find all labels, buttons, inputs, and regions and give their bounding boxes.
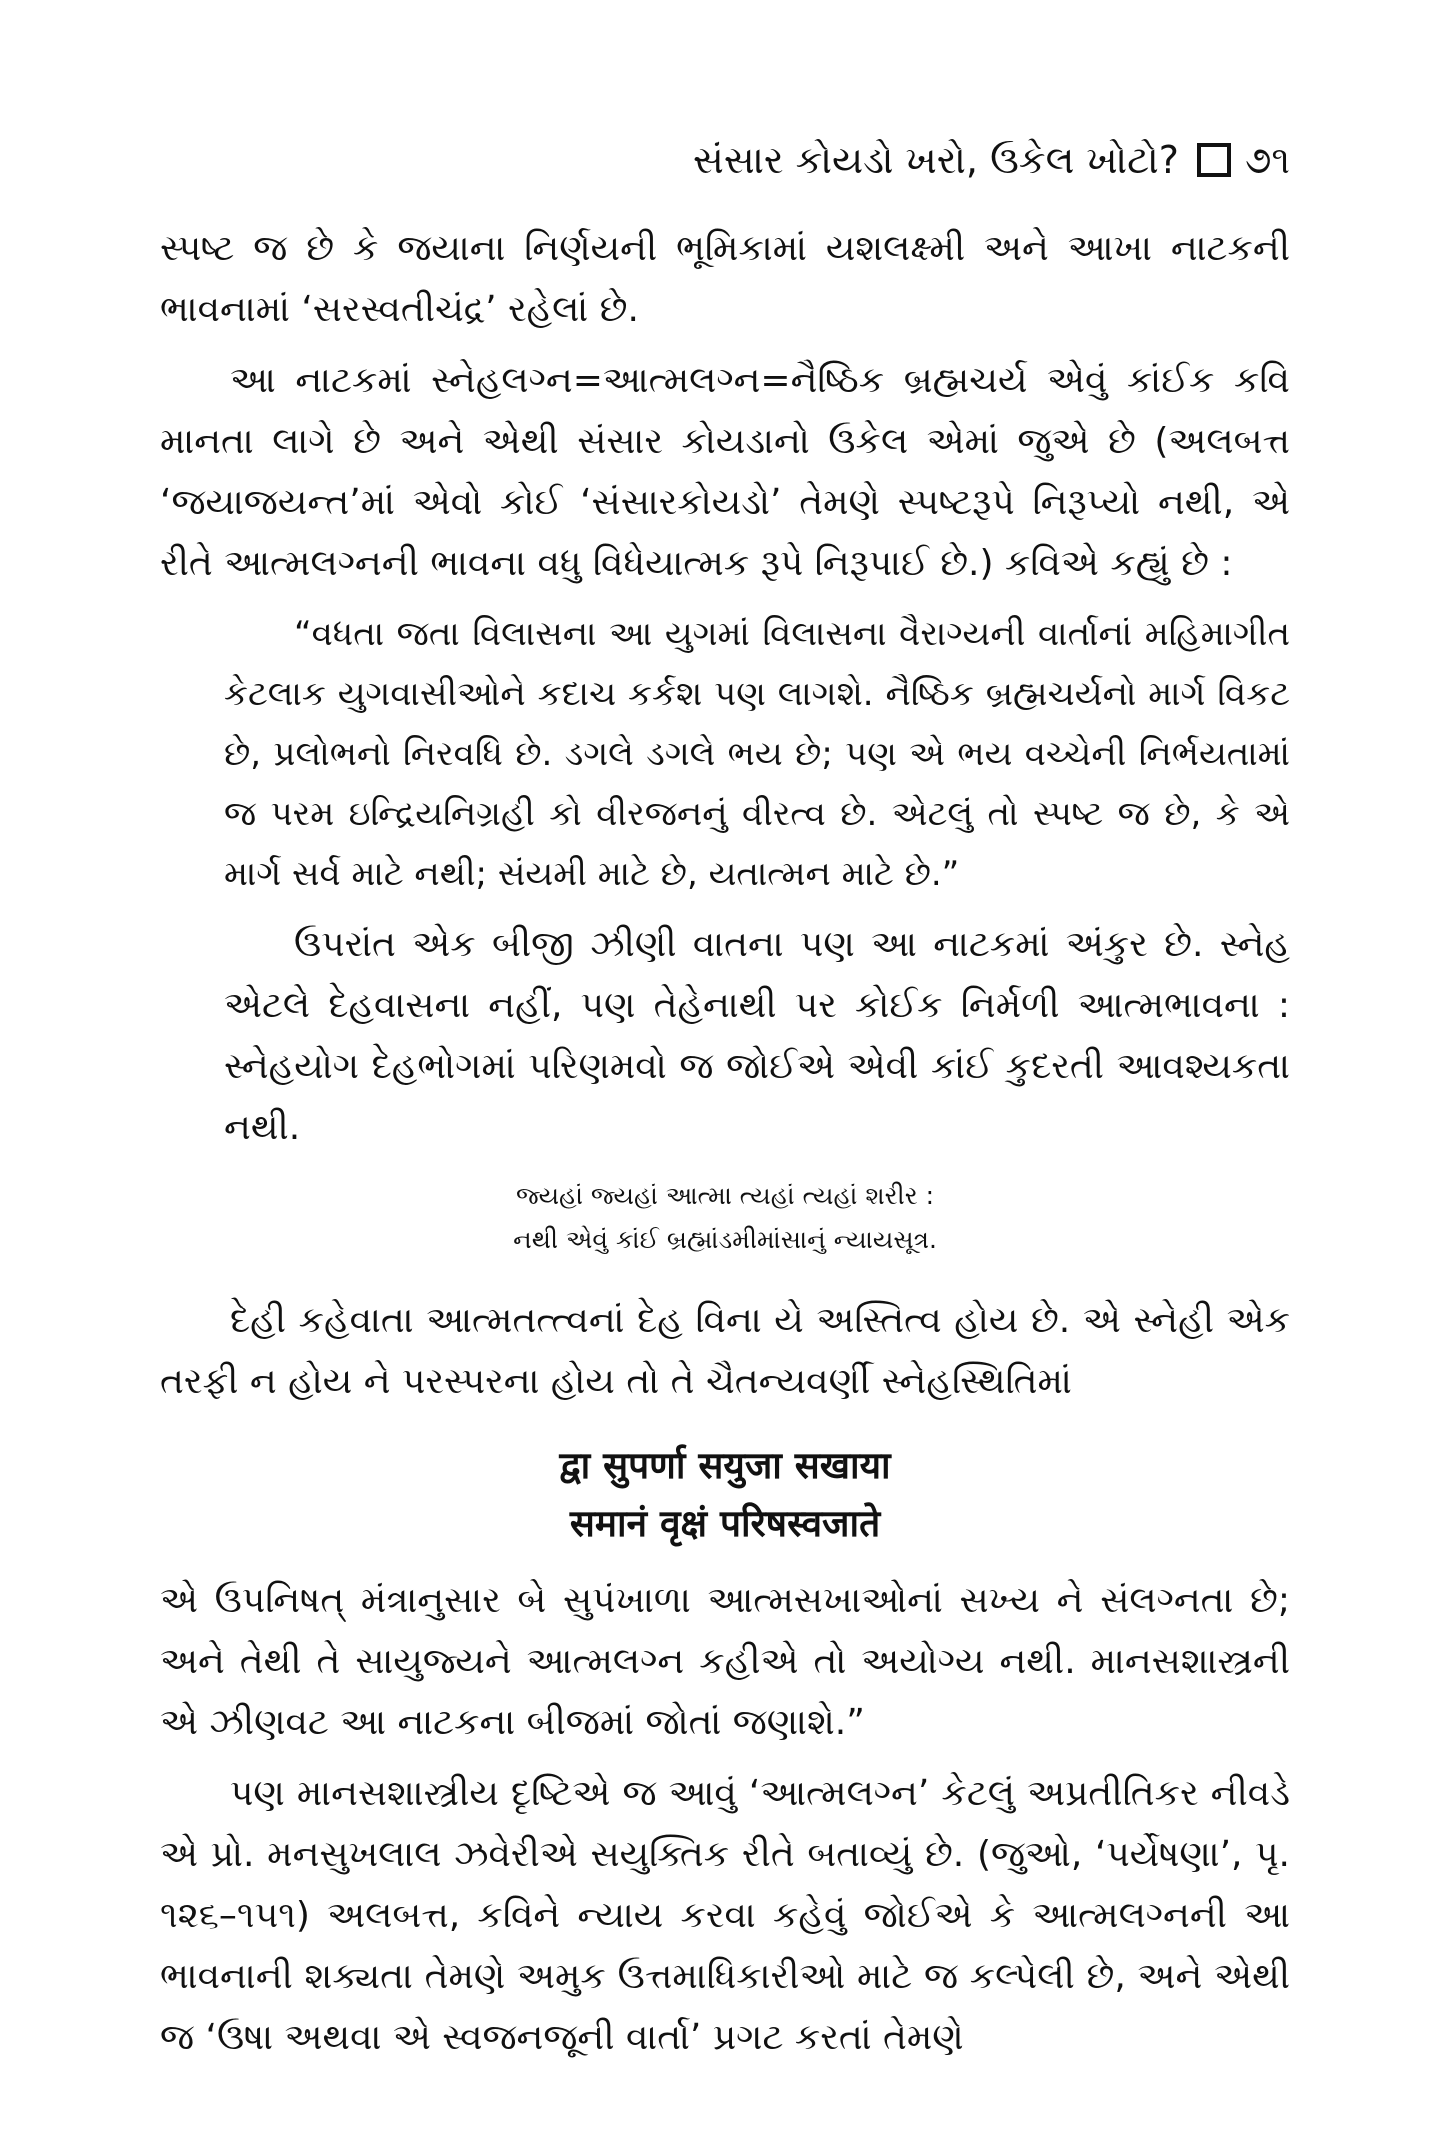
page-number: ૭૧ <box>1244 138 1290 182</box>
paragraph-6: પણ માનસશાસ્ત્રીય દૃષ્ટિએ જ આવું ‘આત્મલગ્ન’ કેટલું અપ્રતીતિકર નીવડે એ પ્રો. મનસુખલાલ ઝવેરીએ સયુક્તિક રીતે બતાવ્યું છે. (જુઓ, ‘પર્યેષણા’, પૃ. ૧૨૬–૧૫૧) અલબત્ત, કવિને ન્યાય કરવા કહેવું જોઈએ કે આત્મલગ્નની આ ભાવનાની શક્યતા તેમણે અમુક ઉત્તમાધિકારીઓ માટે જ કલ્પેલી છે, અને એથી જ ‘ઉષા અથવા એ સ્વજનજૂની વાર્તા’ પ્રગટ કરતાં તેમણે <box>160 1773 1290 2058</box>
paragraph-5: એ ઉપનિષત્ મંત્રાનુસાર બે સુપંખાળા આત્મસખાઓનાં સખ્ય ને સંલગ્નતા છે; અને તેથી તે સાયુજ્યને આત્મલગ્ન કહીએ તો અયોગ્ય નથી. માનસશાસ્ત્રની એ ઝીણવટ આ નાટકના બીજમાં જોતાં જણાશે.” <box>160 1580 1290 1743</box>
box-icon <box>1197 143 1231 177</box>
sanskrit-line-2: समानं वृक्षं परिषस्वजाते <box>569 1501 881 1545</box>
running-head <box>160 130 1290 190</box>
verse-line-2: નથી એવું કાંઈ બ્રહ્માંડમીમાંસાનું ન્યાયસૂત્ર. <box>513 1225 937 1254</box>
paragraph-3: ઉપરાંત એક બીજી ઝીણી વાતના પણ આ નાટકમાં અંકુર છે. સ્નેહ એટલે દેહવાસના નહીં, પણ તેહેનાથી પર કોઈક નિર્મળી આત્મભાવના : સ્નેહયોગ દેહભોગમાં પરિણમવો જ જોઈએ એવી કાંઈ કુદરતી આવશ્યકતા નથી. <box>224 924 1290 1148</box>
paragraph-2: આ નાટકમાં સ્નેહલગ્ન=આત્મલગ્ન=નૈષ્ઠિક બ્રહ્મચર્ય એવું કાંઈક કવિ માનતા લાગે છે અને એથી સંસાર કોયડાનો ઉકેલ એમાં જુએ છે (અલબત્ત ‘જયાજયન્ત’માં એવો કોઈ ‘સંસારકોયડો’ તેમણે સ્પષ્ટરૂપે નિરૂપ્યો નથી, એ રીતે આત્મલગ્નની ભાવના વધુ વિધેયાત્મક રૂપે નિરૂપાઈ છે.) કવિએ કહ્યું છે : <box>160 360 1290 584</box>
running-title: સંસાર કોયડો ખરો, ઉકેલ ખોટો? <box>693 138 1179 182</box>
paragraph-1: સ્પષ્ટ જ છે કે જયાના નિર્ણયની ભૂમિકામાં યશલક્ષ્મી અને આખા નાટકની ભાવનામાં ‘સરસ્વતીચંદ્ર’ રહેલાં છે. <box>160 228 1290 330</box>
sanskrit-verse <box>160 1436 1290 1552</box>
book-page <box>160 130 1290 2068</box>
paragraph-4: દેહી કહેવાતા આત્મતત્ત્વનાં દેહ વિના યે અસ્તિત્વ હોય છે. એ સ્નેહી એક તરફી ન હોય ને પરસ્પરના હોય તો તે ચૈતન્યવર્ણી સ્નેહસ્થિતિમાં <box>160 1300 1290 1402</box>
sanskrit-line-1: द्वा सुपर्णा सयुजा सखाया <box>559 1443 891 1487</box>
verse-line-1: જ્યહાં જ્યહાં આત્મા ત્યહાં ત્યહાં શરીર : <box>515 1181 934 1210</box>
verse-quote <box>160 1174 1290 1262</box>
block-quote: “વધતા જતા વિલાસના આ યુગમાં વિલાસના વૈરાગ્યની વાર્તાનાં મહિમાગીત કેટલાક યુગવાસીઓને કદાચ કર્કશ પણ લાગશે. નૈષ્ઠિક બ્રહ્મચર્યનો માર્ગ વિકટ છે, પ્રલોભનો નિરવધિ છે. ડગલે ડગલે ભય છે; પણ એ ભય વચ્ચેની નિર્ભયતામાં જ પરમ ઇન્દ્રિયનિગ્રહી કો વીરજનનું વીરત્વ છે. એટલું તો સ્પષ્ટ જ છે, કે એ માર્ગ સર્વ માટે નથી; સંયમી માટે છે, યતાત્મન માટે છે.” <box>224 614 1290 894</box>
